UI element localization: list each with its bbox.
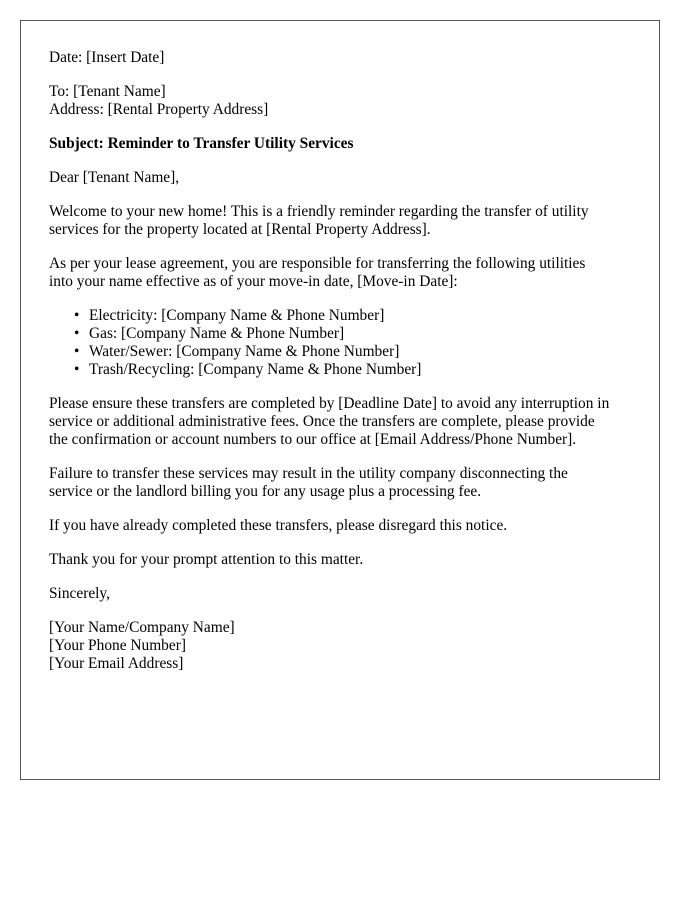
recipient-address: Address: [Rental Property Address] (49, 101, 269, 118)
utilities-list (49, 307, 631, 379)
disregard-paragraph (49, 517, 631, 535)
paragraph-line: into your name effective as of your move-in date, [Move-in Date]: (49, 273, 458, 290)
list-item-text: Trash/Recycling: [Company Name & Phone Number] (89, 361, 422, 378)
thanks-paragraph (49, 551, 631, 569)
welcome-paragraph (49, 203, 631, 239)
closing-text: Sincerely, (49, 585, 110, 602)
date-text: Date: [Insert Date] (49, 49, 165, 66)
bullet-icon: • (74, 361, 80, 378)
signature-email: [Your Email Address] (49, 655, 184, 672)
list-item-text: Water/Sewer: [Company Name & Phone Number] (89, 343, 400, 360)
list-item-electricity (74, 307, 631, 325)
subject-line (49, 135, 631, 153)
subject-text: Subject: Reminder to Transfer Utility Services (49, 135, 354, 152)
list-item-water-sewer (74, 343, 631, 361)
signature-name: [Your Name/Company Name] (49, 619, 235, 636)
paragraph-line: service or the landlord billing you for any usage plus a processing fee. (49, 483, 482, 500)
paragraph-line: Thank you for your prompt attention to this matter. (49, 551, 364, 568)
bullet-icon: • (74, 343, 80, 360)
list-item-trash-recycling (74, 361, 631, 379)
deadline-paragraph (49, 395, 631, 449)
paragraph-line: the confirmation or account numbers to our office at [Email Address/Phone Number]. (49, 431, 577, 448)
paragraph-line: Welcome to your new home! This is a friendly reminder regarding the transfer of utility (49, 203, 589, 220)
bullet-icon: • (74, 325, 80, 342)
bullet-icon: • (74, 307, 80, 324)
paragraph-line: As per your lease agreement, you are responsible for transferring the following utilities (49, 255, 586, 272)
letter-page (20, 20, 660, 780)
salutation-text: Dear [Tenant Name], (49, 169, 180, 186)
consequence-paragraph (49, 465, 631, 501)
salutation (49, 169, 631, 187)
closing (49, 585, 631, 603)
lease-paragraph (49, 255, 631, 291)
paragraph-line: Failure to transfer these services may result in the utility company disconnecting the (49, 465, 568, 482)
list-item-text: Electricity: [Company Name & Phone Number] (89, 307, 385, 324)
signature-phone: [Your Phone Number] (49, 637, 186, 654)
recipient-name: To: [Tenant Name] (49, 83, 166, 100)
signature-block (49, 619, 631, 673)
recipient-block (49, 83, 631, 119)
paragraph-line: If you have already completed these transfers, please disregard this notice. (49, 517, 508, 534)
paragraph-line: services for the property located at [Rental Property Address]. (49, 221, 431, 238)
paragraph-line: service or additional administrative fees. Once the transfers are complete, please provide (49, 413, 595, 430)
date-line (49, 49, 631, 67)
paragraph-line: Please ensure these transfers are completed by [Deadline Date] to avoid any interruption in (49, 395, 610, 412)
list-item-gas (74, 325, 631, 343)
list-item-text: Gas: [Company Name & Phone Number] (89, 325, 345, 342)
